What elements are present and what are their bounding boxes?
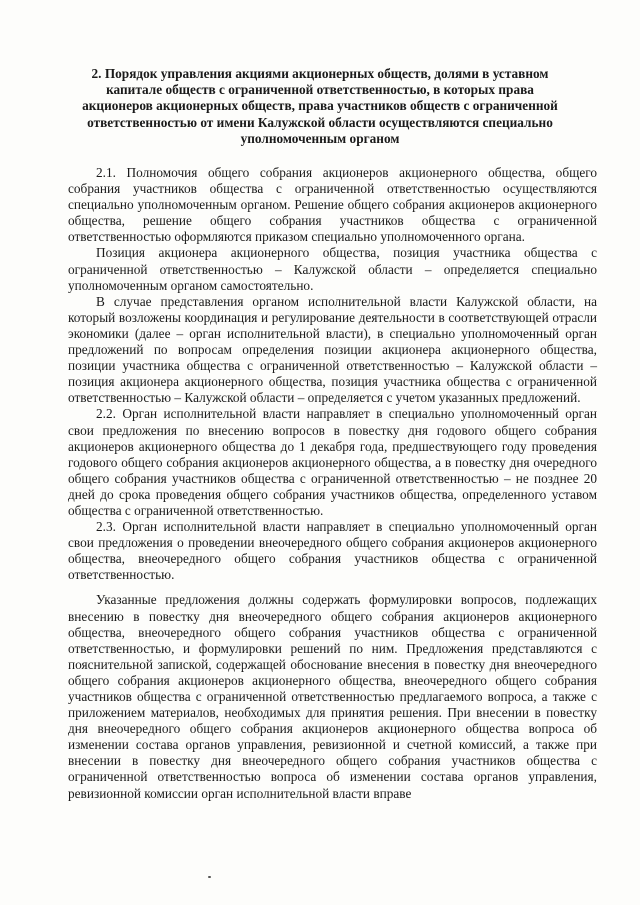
paragraph-2-3: 2.3. Орган исполнительной власти направляет в специально уполномоченный орган свои предложения о проведении внеочередного общего собрания акционеров акционерного общества, внеочередного общего собрания участников общества с ограниченной ответственностью. — [68, 519, 597, 583]
scan-speck — [208, 876, 211, 878]
paragraph-executive-proposals: В случае представления органом исполнительной власти Калужской области, на который возложены координация и регулирование деятельности в соответствующей отрасли экономики (далее – орган исполнительной власти), в специально уполномоченный орган предложений по вопросам определения позиции акционера акционерного общества, позиции участника общества с ограниченной ответственностью – Калужской области – позиция акционера акционерного общества, позиция участника общества с ограниченной ответственностью – Калужской области – определяется с учетом указанных предложений. — [68, 293, 597, 406]
document-body — [68, 165, 597, 802]
paragraph-2-2: 2.2. Орган исполнительной власти направляет в специально уполномоченный орган свои предложения по внесению вопросов в повестку дня годового общего собрания акционеров акционерного общества до 1 декабря года, предшествующего году проведения годового общего собрания акционеров акционерного общества, а в повестку дня очередного общего собрания участников общества с ограниченной ответственностью – не позднее 20 дней до срока проведения общего собрания участников общества, определенного уставом общества с ограниченной ответственностью. — [68, 406, 597, 518]
paragraph-2-1: 2.1. Полномочия общего собрания акционеров акционерного общества, общего собрания участников общества с ограниченной ответственностью осуществляются специально уполномоченным органом. Решение общего собрания акционеров акционерного общества, решение общего собрания участников общества с ограниченной ответственностью оформляются приказом специально уполномоченного органа. — [68, 165, 597, 245]
section-heading: 2. Порядок управления акциями акционерных обществ, долями в уставном капитале обществ с ограниченной ответственностью, в которых права акционеров акционерных обществ, права участников обществ с ограниченной ответственностью от имени Калужской области осуществляются специально уполномоченным органом — [82, 66, 558, 146]
paragraph-shareholder-position: Позиция акционера акционерного общества, позиция участника общества с ограниченной ответственностью – Калужской области – определяется специально уполномоченным органом самостоятельно. — [68, 245, 597, 293]
paragraph-proposal-content: Указанные предложения должны содержать формулировки вопросов, подлежащих внесению в повестку дня внеочередного общего собрания акционеров акционерного общества, внеочередного общего собрания участников общества с ограниченной ответственностью, и формулировки решений по ним. Предложения представляются с пояснительной запиской, содержащей обоснование внесения в повестку дня внеочередного общего собрания акционеров акционерного общества, внеочередного общего собрания участников общества с ограниченной ответственностью предлагаемого вопроса, а также с приложением материалов, необходимых для принятия решения. При внесении в повестку дня внеочередного общего собрания акционеров акционерного общества вопроса об изменении состава органов управления, ревизионной и счетной комиссий, а также при внесении в повестку дня внеочередного общего собрания участников общества с ограниченной ответственностью вопроса об изменении состава органов управления, ревизионной комиссии орган исполнительной власти вправе — [68, 592, 597, 801]
